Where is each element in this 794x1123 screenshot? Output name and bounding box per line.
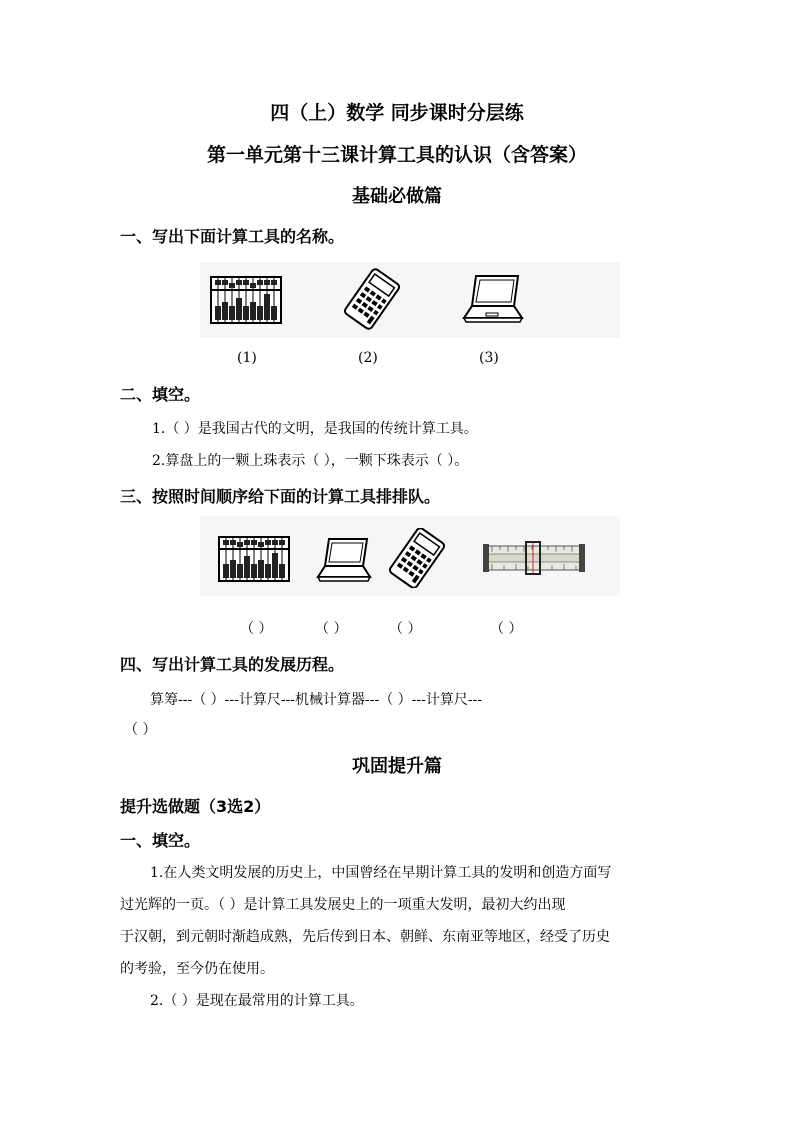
q1-heading: 一、写出下面计算工具的名称。	[120, 227, 345, 246]
q1-label-1: (1)	[237, 350, 257, 366]
q2-heading: 二、填空。	[120, 385, 201, 404]
q3-blank-4: （ ）	[490, 621, 523, 637]
q1-label-3: (3)	[479, 350, 499, 366]
advanced-q1-heading: 一、填空。	[120, 831, 201, 850]
q3-blank-2: （ ）	[315, 621, 348, 637]
q4-heading: 四、写出计算工具的发展历程。	[120, 655, 345, 674]
advanced-p1-line-1: 1.在人类文明发展的历史上，中国曾经在早期计算工具的发明和创造方面写	[150, 865, 612, 881]
laptop-icon	[462, 272, 524, 328]
q2-item-1: 1.（ ）是我国古代的文明，是我国的传统计算工具。	[152, 421, 478, 437]
laptop-icon	[316, 536, 372, 586]
advanced-p1-line-2: 过光辉的一页。（ ）是计算工具发展史上的一项重大发明，最初大约出现	[120, 897, 566, 913]
q1-label-2: (2)	[358, 350, 378, 366]
advanced-p2: 2.（ ）是现在最常用的计算工具。	[150, 993, 364, 1009]
page-title: 四（上）数学 同步课时分层练	[270, 102, 524, 124]
calculator-icon	[386, 528, 448, 588]
slide-rule-icon	[482, 540, 586, 576]
calculator-icon	[340, 268, 404, 330]
q4-line-2: （ ）	[124, 722, 157, 738]
q3-heading: 三、按照时间顺序给下面的计算工具排排队。	[120, 487, 441, 506]
q3-image-strip	[200, 516, 620, 596]
advanced-subheading: 提升选做题（3选2）	[120, 797, 271, 816]
page-subtitle: 第一单元第十三课计算工具的认识（含答案）	[206, 144, 587, 166]
abacus-icon	[210, 276, 282, 324]
q3-blank-3: （ ）	[389, 621, 422, 637]
q3-blank-1: （ ）	[240, 621, 273, 637]
section-basic: 基础必做篇	[352, 186, 442, 207]
advanced-p1-line-3: 于汉朝，到元朝时渐趋成熟，先后传到日本、朝鲜、东南亚等地区，经受了历史	[120, 929, 610, 945]
q4-line-1: 算筹---（ ）---计算尺---机械计算器---（ ）---计算尺---	[150, 692, 483, 708]
section-advanced: 巩固提升篇	[352, 756, 442, 777]
q1-image-strip	[200, 262, 620, 338]
advanced-p1-line-4: 的考验，至今仍在使用。	[120, 961, 274, 977]
abacus-icon	[218, 536, 290, 582]
q2-item-2: 2.算盘上的一颗上珠表示（ ），一颗下珠表示（ ）。	[152, 453, 469, 469]
